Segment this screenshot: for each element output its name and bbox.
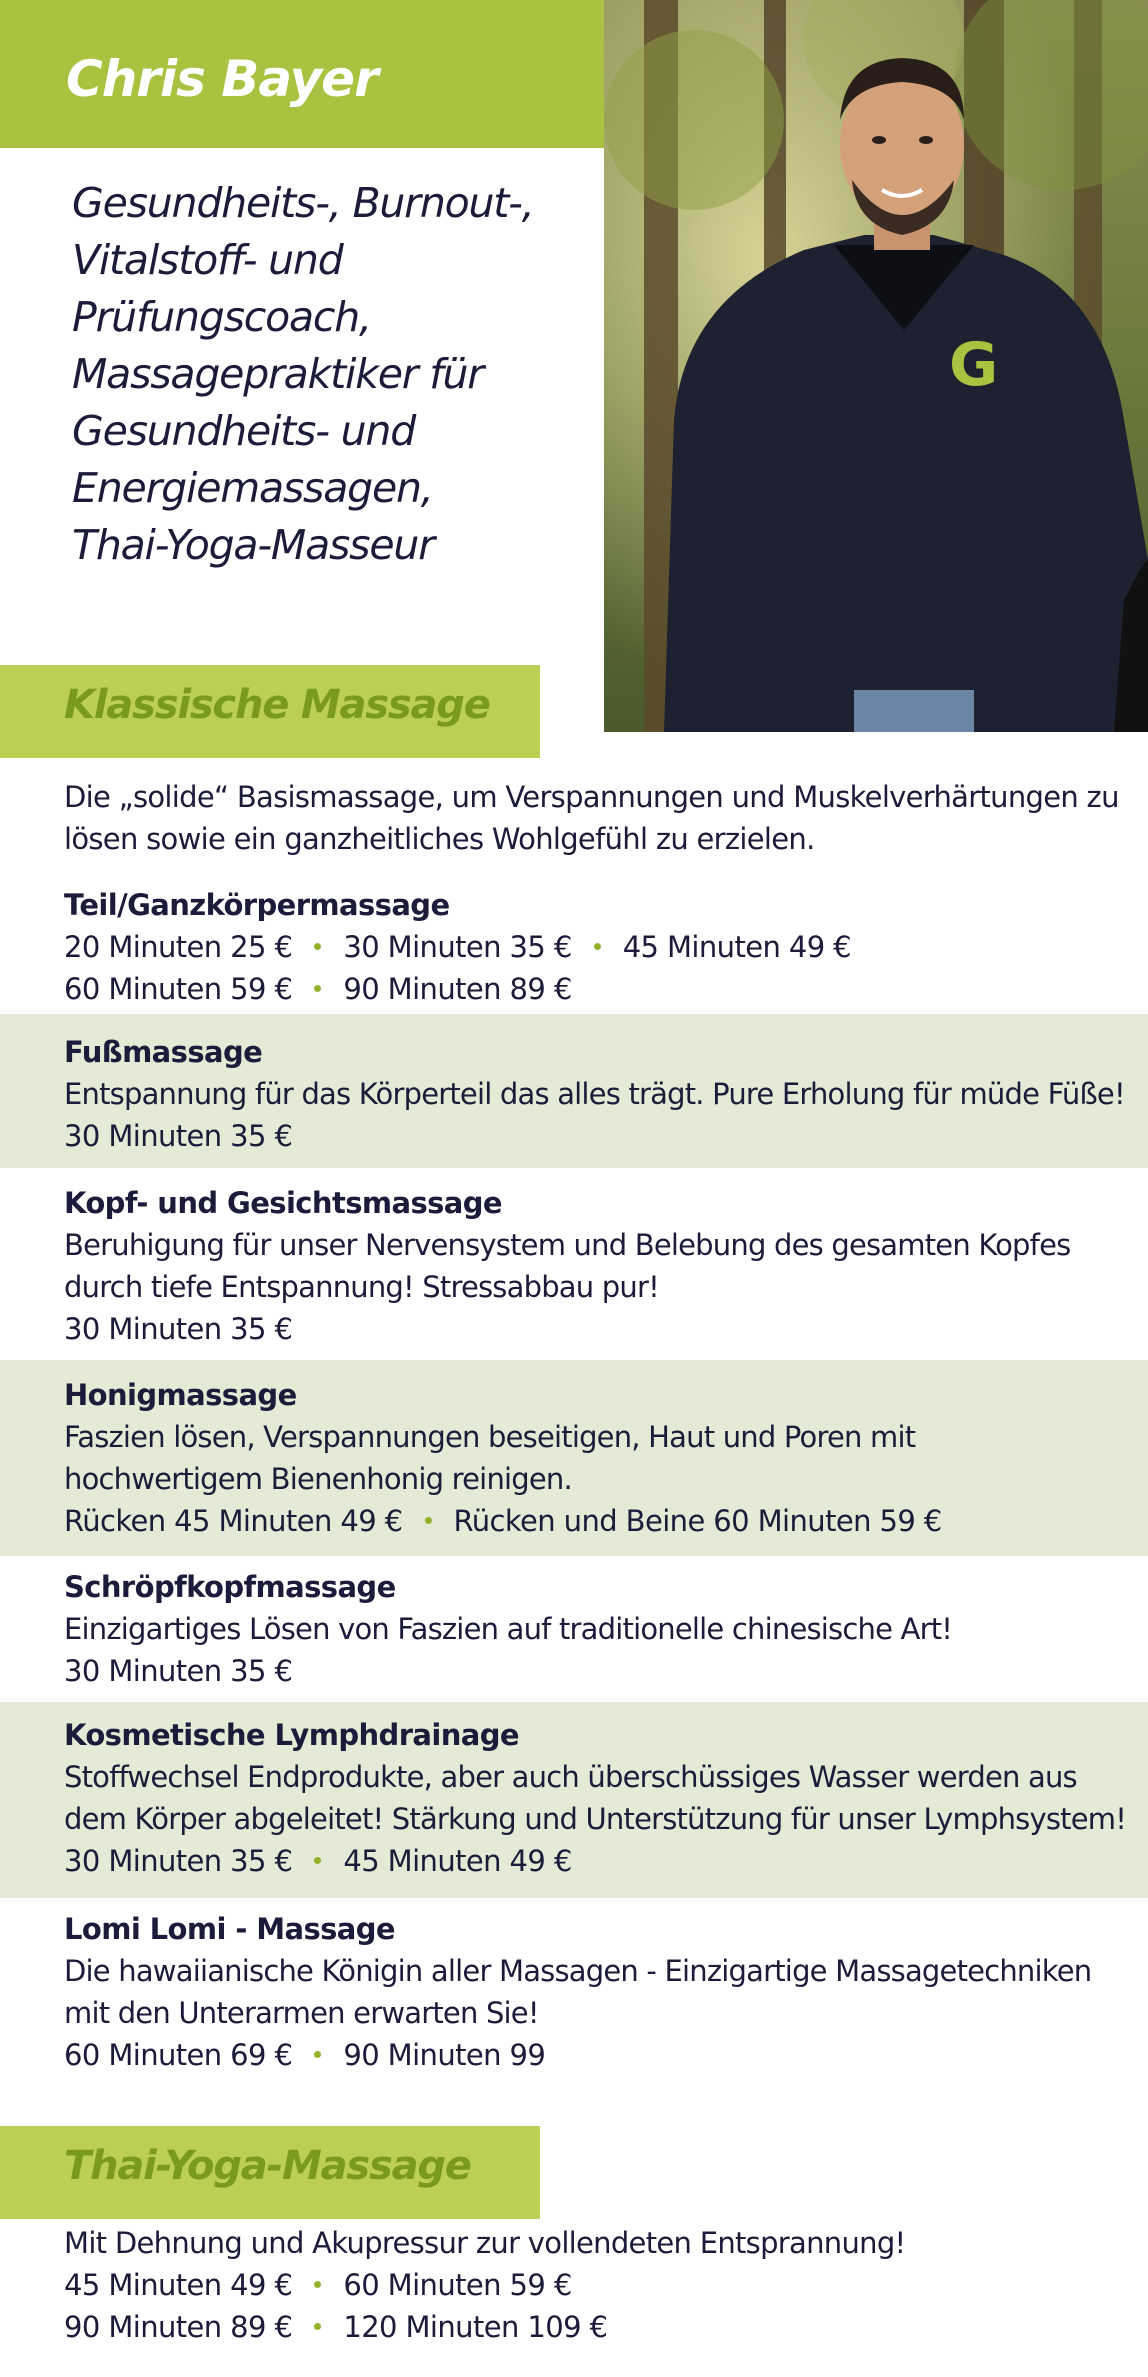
price-line bbox=[64, 1840, 1134, 1882]
item-title: Fußmassage bbox=[64, 1035, 263, 1069]
coach-name: Chris Bayer bbox=[66, 50, 378, 108]
item-kopf-gesicht bbox=[0, 1168, 1148, 1360]
price: 60 Minuten 69 € bbox=[64, 2038, 293, 2072]
section-title-thai: Thai-Yoga-Massage bbox=[64, 2143, 471, 2189]
separator-dot bbox=[314, 1857, 321, 1864]
intro-line: Die „solide“ Basismassage, um Verspannungen und Muskelverhärtungen zu bbox=[64, 780, 1119, 814]
separator-dot bbox=[314, 2281, 321, 2288]
price: 30 Minuten 35 € bbox=[64, 1844, 293, 1878]
price-line bbox=[64, 2264, 1124, 2306]
subtitle-line: Gesundheits- und bbox=[72, 407, 416, 455]
item-title: Schröpfkopfmassage bbox=[64, 1570, 396, 1604]
price-line bbox=[64, 1650, 1134, 1692]
item-title: Kosmetische Lymphdrainage bbox=[64, 1718, 519, 1752]
price: 45 Minuten 49 € bbox=[64, 2268, 293, 2302]
subtitle-line: Prüfungscoach, bbox=[72, 293, 371, 341]
item-desc: mit den Unterarmen erwarten Sie! bbox=[64, 1996, 539, 2030]
price: 45 Minuten 49 € bbox=[622, 930, 852, 964]
price-line bbox=[64, 968, 1134, 1010]
item-desc: Die hawaiianische Königin aller Massagen - Einzigartige Massagetechniken bbox=[64, 1954, 1092, 1988]
intro-line: lösen sowie ein ganzheitliches Wohlgefühl zu erzielen. bbox=[64, 822, 815, 856]
price: 60 Minuten 59 € bbox=[64, 972, 293, 1006]
price-line bbox=[64, 2034, 1134, 2076]
item-fussmassage bbox=[0, 1014, 1148, 1168]
price-line bbox=[64, 1308, 1134, 1350]
item-desc: Faszien lösen, Verspannungen beseitigen, Haut und Poren mit bbox=[64, 1420, 916, 1454]
portrait-photo bbox=[604, 0, 1148, 732]
item-title: Honigmassage bbox=[64, 1378, 297, 1412]
item-ganzkoerper bbox=[0, 882, 1148, 1014]
separator-dot bbox=[425, 1517, 432, 1524]
price: 90 Minuten 89 € bbox=[343, 972, 572, 1006]
subtitle-line: Energiemassagen, bbox=[72, 464, 433, 512]
price: 90 Minuten 89 € bbox=[64, 2310, 293, 2344]
item-lymphdrainage bbox=[0, 1702, 1148, 1898]
item-desc: Einzigartiges Lösen von Faszien auf traditionelle chinesische Art! bbox=[64, 1612, 953, 1646]
item-title: Kopf- und Gesichtsmassage bbox=[64, 1186, 502, 1220]
item-desc: Entspannung für das Körperteil das alles trägt. Pure Erholung für müde Füße! bbox=[64, 1077, 1125, 1111]
item-lomi-lomi bbox=[0, 1898, 1148, 2098]
item-honigmassage bbox=[0, 1360, 1148, 1556]
price: 30 Minuten 35 € bbox=[64, 1654, 293, 1688]
price: 90 Minuten 99 bbox=[343, 2038, 546, 2072]
item-title: Lomi Lomi - Massage bbox=[64, 1912, 395, 1946]
thai-intro: Mit Dehnung und Akupressur zur vollendeten Entsprannung! bbox=[64, 2226, 906, 2260]
subtitle-line: Vitalstoff- und bbox=[72, 236, 343, 284]
price: 30 Minuten 35 € bbox=[343, 930, 572, 964]
price: 30 Minuten 35 € bbox=[64, 1119, 293, 1153]
item-schroepfkopf bbox=[0, 1556, 1148, 1702]
price: 45 Minuten 49 € bbox=[343, 1844, 572, 1878]
item-desc: hochwertigem Bienenhonig reinigen. bbox=[64, 1462, 572, 1496]
separator-dot bbox=[314, 2051, 321, 2058]
separator-dot bbox=[314, 2323, 321, 2330]
price-line bbox=[64, 2306, 1124, 2348]
item-desc: Beruhigung für unser Nervensystem und Belebung des gesamten Kopfes bbox=[64, 1228, 1071, 1262]
item-desc: durch tiefe Entspannung! Stressabbau pur! bbox=[64, 1270, 659, 1304]
subtitle-line: Massagepraktiker für bbox=[72, 350, 483, 398]
subtitle-line: Thai-Yoga-Masseur bbox=[72, 521, 434, 569]
price: 120 Minuten 109 € bbox=[343, 2310, 608, 2344]
price: 60 Minuten 59 € bbox=[343, 2268, 572, 2302]
price: 30 Minuten 35 € bbox=[64, 1312, 293, 1346]
separator-dot bbox=[314, 985, 321, 992]
price: 20 Minuten 25 € bbox=[64, 930, 293, 964]
item-desc: Stoffwechsel Endprodukte, aber auch überschüssiges Wasser werden aus bbox=[64, 1760, 1077, 1794]
coach-subtitle bbox=[72, 175, 592, 574]
portrait-illustration bbox=[604, 0, 1148, 732]
item-title: Teil/Ganzkörpermassage bbox=[64, 888, 450, 922]
separator-dot bbox=[594, 943, 601, 950]
section-title-classic: Klassische Massage bbox=[64, 682, 490, 728]
subtitle-line: Gesundheits-, Burnout-, bbox=[72, 179, 534, 227]
item-desc: dem Körper abgeleitet! Stärkung und Unterstützung für unser Lymphsystem! bbox=[64, 1802, 1127, 1836]
separator-dot bbox=[314, 943, 321, 950]
price-line bbox=[64, 926, 1134, 968]
thai-content bbox=[64, 2222, 1124, 2348]
price-line bbox=[64, 1115, 1134, 1157]
svg-text:G: G bbox=[949, 330, 999, 400]
price-line bbox=[64, 1500, 1134, 1542]
price: Rücken und Beine 60 Minuten 59 € bbox=[453, 1504, 942, 1538]
price: Rücken 45 Minuten 49 € bbox=[64, 1504, 403, 1538]
classic-intro bbox=[64, 776, 1124, 860]
